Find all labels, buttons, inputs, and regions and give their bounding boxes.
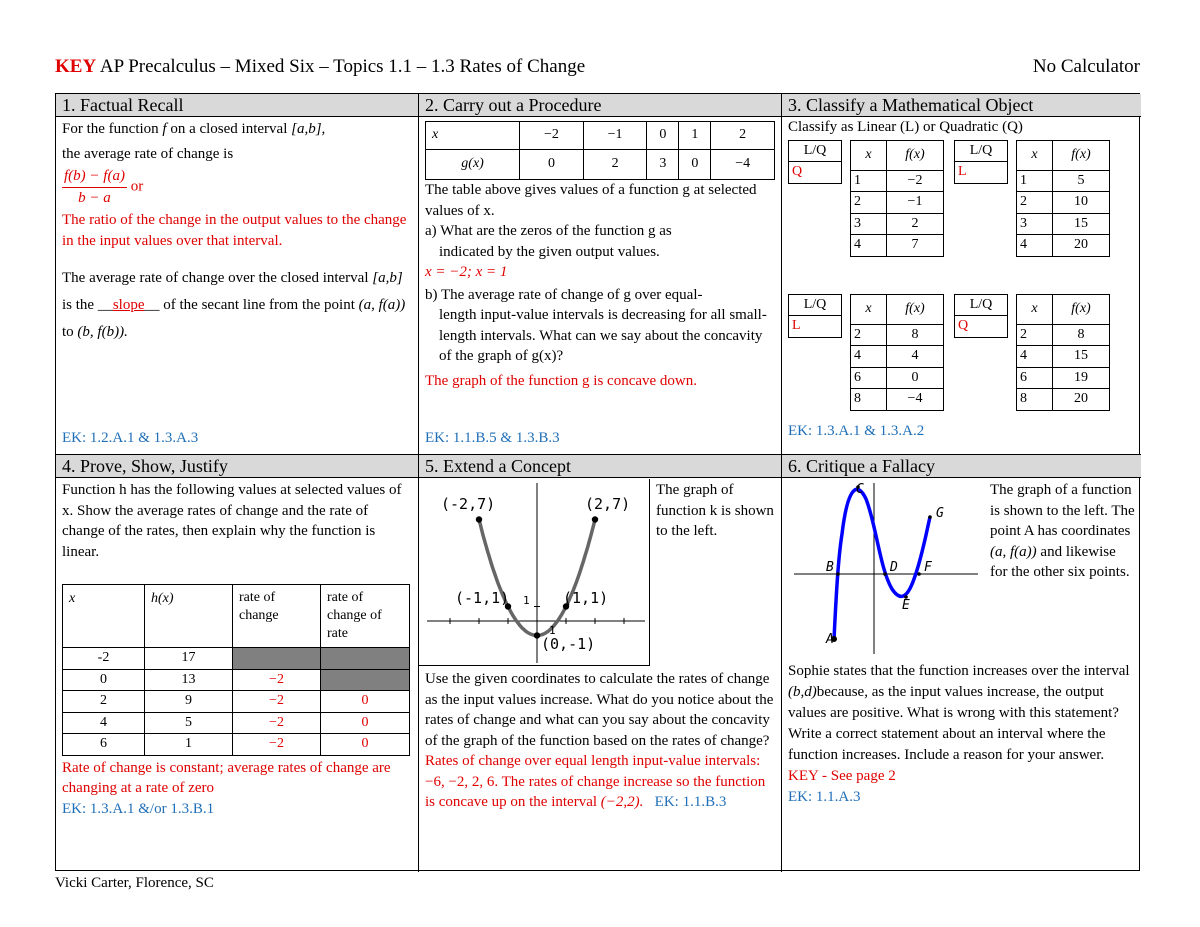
text: the average rate of change is [62,145,234,162]
x-cell: 2 [711,122,775,150]
parabola-graph-box [419,479,650,666]
x-header: x [426,122,520,150]
text: to [62,324,74,340]
math-interval: [a,b] [372,270,403,286]
text: and likewise for the other six points. [990,543,1130,580]
f-cell: 8 [887,324,944,346]
x-cell: 4 [63,712,145,734]
table-row [63,648,410,670]
or-label: or [130,178,144,195]
point-label-a: A [826,632,834,647]
h-header: h(x) [145,585,233,648]
lq-answer: Q [955,316,1008,338]
f-cell: 15 [1053,346,1110,368]
lq-answer: L [955,162,1008,184]
g-cell: 0 [520,150,584,180]
f-cell: 7 [887,235,944,257]
x-cell: 2 [1017,192,1053,214]
math-interval: (−2,2). [600,794,644,810]
side-text [990,480,1135,583]
answer-text: Rates of change over equal length input-value intervals: −6, −2, 2, 6. The rates of change increase so the function is concave up on the interval [425,753,766,810]
f-cell: 8 [1053,324,1110,346]
tick-label: 1 [523,594,530,607]
roc-cell: −2 [233,712,321,734]
g-cell: −4 [711,150,775,180]
question-b-cont: length input-value intervals is decreasing for all small-length intervals. What can we say about the concavity of the graph of g(x)? [439,307,767,364]
f-cell: 0 [887,367,944,389]
side-text: The graph of function k is shown to the left. [656,482,774,539]
point-label-d: D [890,560,898,575]
cell-header: 5. Extend a Concept [419,455,781,478]
x-header: x [1017,294,1053,324]
question-b: b) The average rate of change of g over equal- [425,286,703,303]
x-cell: 8 [1017,389,1053,411]
h-cell: 1 [145,734,233,756]
text: The graph of a function is shown to the left. The point A has coordinates [990,482,1135,539]
rocr-header: rate of change of rate [321,585,410,648]
text: The average rate of change over the closed interval [62,270,369,286]
x-cell: 8 [851,389,887,411]
f-cell: −2 [887,170,944,192]
point-label-g: G [936,506,944,521]
x-cell: 4 [1017,235,1053,257]
point-label-c: C [856,482,864,497]
roc-cell: −2 [233,669,321,691]
f-header: f(x) [887,294,944,324]
lq-label: L/Q [955,140,1008,162]
x-cell: 2 [1017,324,1053,346]
key-label: KEY [55,56,97,77]
point-label: (0,-1) [541,635,596,653]
point-d [883,572,887,576]
f-header: f(x) [1053,294,1110,324]
cell-factual-recall [56,94,419,455]
function-graph-box [782,479,982,659]
lq-answer: Q [789,162,842,184]
x-cell: 1 [679,122,711,150]
worksheet-grid [55,93,1140,871]
x-cell: 0 [63,669,145,691]
x-cell: 4 [851,235,887,257]
lq-label: L/Q [789,294,842,316]
cell-carry-out-procedure [419,94,782,455]
text: on a closed interval [170,121,288,137]
x-cell: 6 [851,367,887,389]
f-cell: 10 [1053,192,1110,214]
tick-label: 1 [549,624,556,637]
x-cell: 2 [851,192,887,214]
no-calculator-label: No Calculator [1032,56,1140,77]
x-header: x [851,140,887,170]
g-cell: 0 [679,150,711,180]
g-table [425,121,775,180]
point-label-f: F [924,560,932,575]
rocr-cell: 0 [321,734,410,756]
f-cell: 2 [887,213,944,235]
text: Sophie states that the function increases over the interval [788,663,1130,679]
fraction-numerator: f(b) − f(a) [62,166,127,188]
table-row [63,691,410,713]
text: Classify as Linear (L) or Quadratic (Q) [788,119,1023,135]
classify-tables [788,138,1135,438]
h-table [62,584,410,756]
math-point: (a, f(a)) [358,297,406,313]
x-cell: 6 [1017,367,1053,389]
text: Function h has the following values at selected values of x. Show the average rates of change and the rate of change of the rates, then explain why the function is linear. [62,482,402,560]
f-cell: 20 [1053,235,1110,257]
math-interval: (b,d) [788,684,817,700]
fraction-denominator: b − a [78,189,111,206]
f-cell: 20 [1053,389,1110,411]
footer-author: Vicki Carter, Florence, SC [55,875,214,891]
ek-reference: EK: 1.2.A.1 & 1.3.A.3 [62,430,199,446]
ek-reference: EK: 1.3.A.1 &/or 1.3.B.1 [62,800,215,817]
roc-cell: −2 [233,691,321,713]
point-label: (2,7) [585,495,631,513]
parabola-graph [419,479,649,665]
classify-table-1 [788,140,958,270]
cell-header: 6. Critique a Fallacy [782,455,1141,478]
x-cell: 3 [1017,213,1053,235]
rocr-cell: 0 [321,712,410,734]
text: __ of the secant line from the point [144,297,355,313]
x-cell: 6 [63,734,145,756]
roc-cell: −2 [233,734,321,756]
x-cell: −1 [583,122,647,150]
f-cell: −4 [887,389,944,411]
text: Use the given coordinates to calculate the rates of change as the input values increase. What do you notice about the rates of change and what can you say about the concavity of the graph of the function based on the rates of change? [425,671,774,749]
x-cell: 4 [1017,346,1053,368]
avg-rate-fraction [62,166,127,208]
h-cell: 13 [145,669,233,691]
x-header: x [1017,140,1053,170]
x-cell: 0 [647,122,679,150]
answer-text: The ratio of the change in the output values to the change in the input values over that interval. [62,212,407,249]
title-text: AP Precalculus – Mixed Six – Topics 1.1 – 1.3 Rates of Change [99,56,586,77]
cell-header: 1. Factual Recall [56,94,418,117]
x-cell: 4 [851,346,887,368]
x-cell: 1 [1017,170,1053,192]
answer-b: The graph of the function g is concave down. [425,372,697,389]
x-cell: 2 [851,324,887,346]
rocr-cell: 0 [321,691,410,713]
point-b [836,572,840,576]
cell-classify-object [782,94,1141,455]
page-title [55,56,1140,78]
cell-prove-show-justify [56,455,419,872]
point-label: (1,1) [563,589,609,607]
f-cell: 19 [1053,367,1110,389]
ek-reference: EK: 1.3.A.1 & 1.3.A.2 [788,423,925,439]
point-f [917,572,921,576]
function-curve [834,489,930,639]
graph-point [592,516,598,522]
x-header: x [851,294,887,324]
math-point: (a, f(a)) [990,543,1037,560]
g-cell: 2 [583,150,647,180]
lq-label: L/Q [955,294,1008,316]
cell-header: 2. Carry out a Procedure [419,94,781,117]
math-point: (b, f(b)). [77,324,128,340]
h-cell: 17 [145,648,233,670]
point-g [928,515,932,519]
question-a: a) What are the zeros of the function g as [425,223,672,239]
classify-table-4 [954,294,1124,424]
classify-table-2 [954,140,1124,270]
rocr-cell [321,648,410,670]
rocr-cell [321,669,410,691]
roc-cell [233,648,321,670]
ek-reference: EK: 1.1.B.5 & 1.3.B.3 [425,430,560,446]
x-cell: 1 [851,170,887,192]
x-cell: -2 [63,648,145,670]
f-header: f(x) [887,140,944,170]
math-var: f [162,121,167,137]
text: For the function [62,121,159,137]
text: because, as the input values increase, the output values are positive. What is wrong with this statement? Write a correct statement about an interval where the function increases. Include a reason for your answer. [788,684,1119,763]
x-cell: 3 [851,213,887,235]
text: The table above gives values of a function g at selected values of x. [425,182,757,219]
h-cell: 5 [145,712,233,734]
h-cell: 9 [145,691,233,713]
table-row [63,669,410,691]
function-graph [782,479,982,659]
f-cell: 15 [1053,213,1110,235]
point-label-b: B [826,560,834,575]
cell-extend-concept [419,455,782,872]
table-row [63,734,410,756]
f-cell: 5 [1053,170,1110,192]
roc-header: rate of change [233,585,321,648]
graph-point [476,516,482,522]
point-label: (-2,7) [441,495,496,513]
answer-a: x = −2; x = 1 [425,264,508,280]
text: is the __ [62,297,113,313]
question-a-cont: indicated by the given output values. [439,243,660,260]
slope-answer: slope [112,297,145,313]
graph-point [534,632,540,638]
math-interval: [a,b], [291,121,326,137]
cell-critique-fallacy [782,455,1141,872]
x-cell: 2 [63,691,145,713]
f-cell: 4 [887,346,944,368]
f-header: f(x) [1053,140,1110,170]
cell-header: 3. Classify a Mathematical Object [782,94,1141,117]
x-cell: −2 [520,122,584,150]
lq-label: L/Q [789,140,842,162]
key-note: KEY - See page 2 [788,768,896,784]
cell-header: 4. Prove, Show, Justify [56,455,418,478]
ek-reference: EK: 1.1.A.3 [788,789,861,805]
classify-table-3 [788,294,958,424]
ek-reference: EK: 1.1.B.3 [654,794,727,810]
point-label: (-1,1) [455,589,510,607]
point-label-e: E [902,598,910,613]
answer-text: Rate of change is constant; average rates of change are changing at a rate of zero [62,759,391,796]
lq-answer: L [789,316,842,338]
g-cell: 3 [647,150,679,180]
table-row [63,712,410,734]
g-header: g(x) [426,150,520,180]
x-header: x [63,585,145,648]
f-cell: −1 [887,192,944,214]
